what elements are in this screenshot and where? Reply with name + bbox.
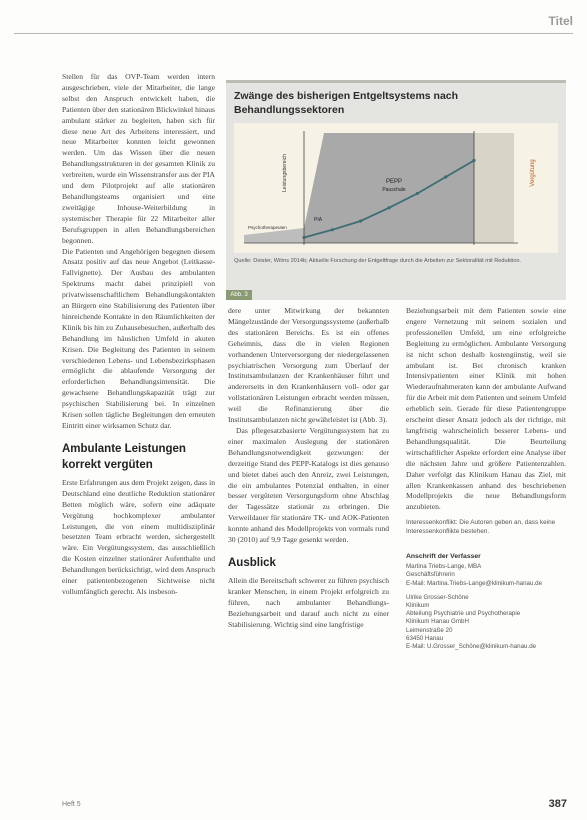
- data-point: [387, 206, 390, 209]
- author-line: Klinikum Hanau GmbH: [406, 618, 469, 626]
- author-line: Ulrike Grosser-Schöne: [406, 593, 469, 601]
- ylabel-right: Vergütung: [530, 159, 536, 187]
- column-3: [406, 306, 566, 657]
- author-line: 63450 Hanau: [406, 634, 444, 642]
- author-email: E-Mail: Martina.Triebs-Lange@klinikum-hanau.de: [406, 579, 543, 587]
- data-point: [302, 236, 305, 239]
- paragraph: dere unter Mitwirkung der bekannten Mängelzustände der Versorgungssysteme (außerhalb des stationären Bereichs. Es ist ein offenes Geheimnis, dass die in vielen Regionen vorhandenen Unterversorgung der niedergelassenen psychiatrischen Versorgung zum Überlauf der Institutsambulanzen der Krankenhäuser führt und andererseits in den Krankenhäusern voll- oder gar vollstationären Leistungen erbracht werden müssen, weil die Refinanzierung über die Institutsambulanzen nicht gewährleistet ist (Abb. 3).: [228, 306, 389, 425]
- footer-issue: Heft 5: [62, 801, 81, 808]
- paragraph: Beziehungsarbeit mit dem Patienten sowie eine engere Vernetzung mit seinem sozialen und professionellen Umfeld, um eine erfolgreiche Begleitung zu ermöglichen. Ambulante Versorgung ist nicht schon deshalb kostengünstig, weil sie ambulant ist. Bei chronisch kranken Intensivpatienten einer Klinik mit hohen Wiederaufnahmeraten kann der ambulante Aufwand für die Arbeit mit dem Patienten und seinem Umfeld erheblich sein. Gerade für diese Patientengruppe erscheint dieser Ansatz jedoch als der richtige, mit langfristig wahrscheinlich besserer Lebens- und Behandlungsqualität. Die Beurteilung wirtschaftlicher Aspekte erfordert eine Analyse über die nächsten Jahre und größere Patientenzahlen. Daher verfolgt das Klinikum Hanau das Ziel, mit allen Krankenkassen anhand des beschriebenen Modellprojekts die neue Behandlungsform anzubieten.: [406, 306, 566, 512]
- figure-plot: [234, 123, 558, 253]
- author-2: [406, 594, 566, 651]
- figure-badge: Abb. 3: [226, 290, 252, 300]
- paragraph: Stellen für das OVP-Team werden intern ausgeschrieben, viele der Mitarbeiter, die lange selbst den Anspruch entwickelt haben, die Patienten über den stationären Blickwinkel hinaus ambulant stärker zu begleiten, haben sich für diese neue Art des Arbeitens interessiert, und neue Mitarbeiter konnten leicht gewonnen werden. Um das Wissen über die neuen Behandlungsstrukturen in der gesamten Klinik zu verbreiten, wurde ein Wissenstransfer aus der PIA und dem Pilotprojekt auf alle stationären Behandlungsteams organisiert und eine zweitägige Inhouse-Weiterbildung in systemischer Therapie für 22 Mitarbeiter aller Berufsgruppen in allen Behandlungsbereichen begonnen.: [62, 72, 215, 245]
- annotation-pia: PIA: [314, 217, 323, 223]
- author-line: Abteilung Psychiatrie und Psychotherapie: [406, 610, 521, 618]
- paragraph: Die Patienten und Angehörigen begegnen diesem Ansatz positiv auf das neue Angebot (Leitkasse-Fallvignette). Der Ausbau des ambulanten Spektrums macht dabei prinzipiell von privatwissenschaftlichem Behandlungskontakten an Bürgern eine Stabilisierung des Patienten über hinreichende Kontakte in den Räumlichkeiten der Klinik bis hin zu Zuhausebesuchen, außerhalb des Behandlung im häuslichen Umfeld in akuten Krisen. Die Begleitung des Patienten in seinem verschiedenen Lebens- und Lebensbezirksphasen ermöglicht die ablaufende Versorgung der erforderlichen Behandlungsintensität. Die gewachsene Behandlungskapazität trägt zur psychischen Stabilisierung bei. In einzelnen Krisen sollen tägliche Begleitungen den erneuten Eintritt einer wirksamen Schutz dar.: [62, 246, 215, 430]
- author-line: Martina Triebs-Lange, MBA: [406, 563, 482, 571]
- data-point: [416, 192, 419, 195]
- ylabel-left: Leistungsbereich: [282, 154, 288, 192]
- header-rule: [14, 33, 573, 34]
- author-address-box: [406, 550, 566, 651]
- author-line: Geschäftsführerin: [406, 571, 455, 579]
- author-email: E-Mail: U.Grosser_Schöne@klinikum-hanau.de: [406, 643, 537, 651]
- region-right: [474, 133, 514, 243]
- author-1: [406, 563, 566, 588]
- annotation-psychotherapeuten: Psychotherapeuten: [248, 225, 287, 230]
- data-point: [472, 159, 475, 162]
- author-line: Leimenstraße 20: [406, 626, 453, 634]
- section-heading: Ausblick: [228, 556, 276, 569]
- column-1: [62, 72, 215, 598]
- column-2: [228, 306, 389, 630]
- section-label: Titel: [548, 14, 573, 28]
- page-number: 387: [548, 798, 567, 810]
- author-address-title: Anschrift der Verfasser: [406, 553, 481, 561]
- section-heading: Ambulante Leistungen korrekt vergüten: [62, 442, 186, 471]
- author-line: Klinikum: [406, 602, 430, 610]
- figure-caption: Quelle: Deister, Wilms 2014b; Aktuelle Forschung der Entgeltfrage durch die Arbeiten zur Sektoralität mit Reduktion.: [234, 258, 521, 264]
- paragraph: Erste Erfahrungen aus dem Projekt zeigen, dass in Deutschland eine deutliche Reduktion stationärer Betten möglich wäre, sofern eine adäquate Vergütung hochkomplexer ambulanter Leistungen, die von einem multidisziplinär besetzten Team erbracht werden, sichergestellt wäre. Ein Vergütungssystem, das ausschließlich die Kosten einzelner stationärer Aufenthalte und Behandlungen berücksichtigt, wird dem Anspruch einer patientenbezogenen Sichtweise nicht vollumfänglich gerecht. Als insbeson-: [62, 477, 215, 596]
- annotation-pauschale: Pauschale: [382, 187, 406, 193]
- annotation-pepp: PEPP: [385, 179, 403, 185]
- paragraph: Allein die Bereitschaft schwerer zu führen psychisch kranker Menschen, in einem Projekt erfolgreich zu führen, nach ambulanter Behandlungs-Beziehungsarbeit und darauf auch nicht zu einer Stabilisierung. Wichtig sind eine langfristige: [228, 575, 389, 629]
- chart-svg: [234, 123, 558, 253]
- figure: [226, 80, 566, 300]
- paragraph: Das pflegesatzbasierte Vergütungssystem hat zu einer maximalen Auslegung der stationären Behandlungsnotwendigkeit gezwungen: der derzeitige Stand des PEPP-Katalogs ist dies genauso und bietet dabei auch den Anreiz, zwei Leistungen, die ein ambulantes Potenzial enthalten, in einer besser vergüteten Versorgungsform ohne Abschlag der Tagessätze stationär zu erbringen. Die Verweildauer für stationäre TK- und AOK-Patienten konnte anhand des Modellprojekts von vormals rund 30 (2010) auf 9,9 Tage gesenkt werden.: [228, 425, 389, 545]
- figure-title: Zwänge des bisherigen Entgeltsystems nach Behandlungssektoren: [234, 90, 459, 116]
- data-point: [444, 175, 447, 178]
- data-point: [331, 228, 334, 231]
- data-point: [359, 219, 362, 222]
- conflict-of-interest-note: Interessenkonflikt: Die Autoren geben an, dass keine Interessenkonflikte bestehen.: [406, 519, 556, 535]
